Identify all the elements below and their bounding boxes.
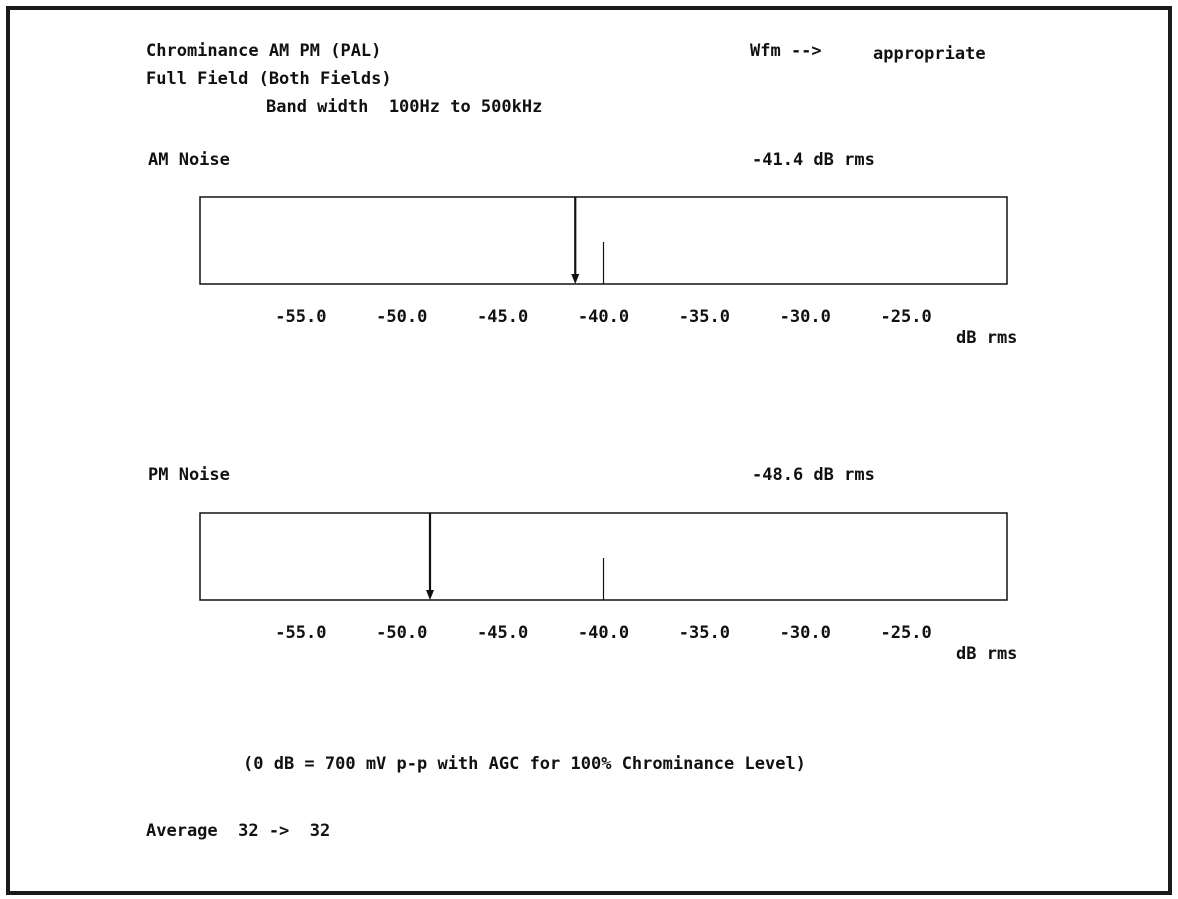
am-noise-reading: -41.4 dB rms <box>752 150 875 170</box>
pm-tick-label: -50.0 <box>376 623 428 643</box>
pm-tick-label: -25.0 <box>880 623 932 643</box>
pm-tick-label: -45.0 <box>477 623 529 643</box>
am-tick-label: -40.0 <box>577 307 630 327</box>
field-mode: Full Field (Both Fields) <box>146 69 392 89</box>
average-setting: Average 32 -> 32 <box>146 821 331 841</box>
pm-noise-label: PM Noise <box>148 465 230 485</box>
pm-noise-meter-svg <box>0 506 1178 696</box>
am-tick-label: -35.0 <box>678 307 730 327</box>
wfm-label: Wfm --> <box>750 41 822 61</box>
pm-tick-label: -30.0 <box>779 623 831 643</box>
am-tick-label: -55.0 <box>275 307 327 327</box>
am-tick-label: -25.0 <box>880 307 932 327</box>
reference-note: (0 dB = 700 mV p-p with AGC for 100% Chrominance Level) <box>243 754 806 774</box>
pm-noise-meter <box>0 506 1178 696</box>
am-noise-label: AM Noise <box>148 150 230 170</box>
am-noise-meter-svg <box>0 190 1178 380</box>
am-noise-unit: dB rms <box>956 328 1018 348</box>
pm-tick-label: -40.0 <box>577 623 630 643</box>
am-tick-label: -45.0 <box>477 307 529 327</box>
am-needle-arrowhead <box>571 274 579 284</box>
bandwidth-setting: Band width 100Hz to 500kHz <box>266 97 543 117</box>
wfm-value: appropriate <box>873 44 986 64</box>
am-noise-meter <box>0 190 1178 380</box>
am-tick-label: -50.0 <box>376 307 428 327</box>
pm-noise-reading: -48.6 dB rms <box>752 465 875 485</box>
am-tick-label: -30.0 <box>779 307 831 327</box>
pm-noise-unit: dB rms <box>956 644 1018 664</box>
measurement-title: Chrominance AM PM (PAL) <box>146 41 382 61</box>
pm-needle-arrowhead <box>426 590 434 600</box>
pm-tick-label: -35.0 <box>678 623 730 643</box>
pm-tick-label: -55.0 <box>275 623 327 643</box>
